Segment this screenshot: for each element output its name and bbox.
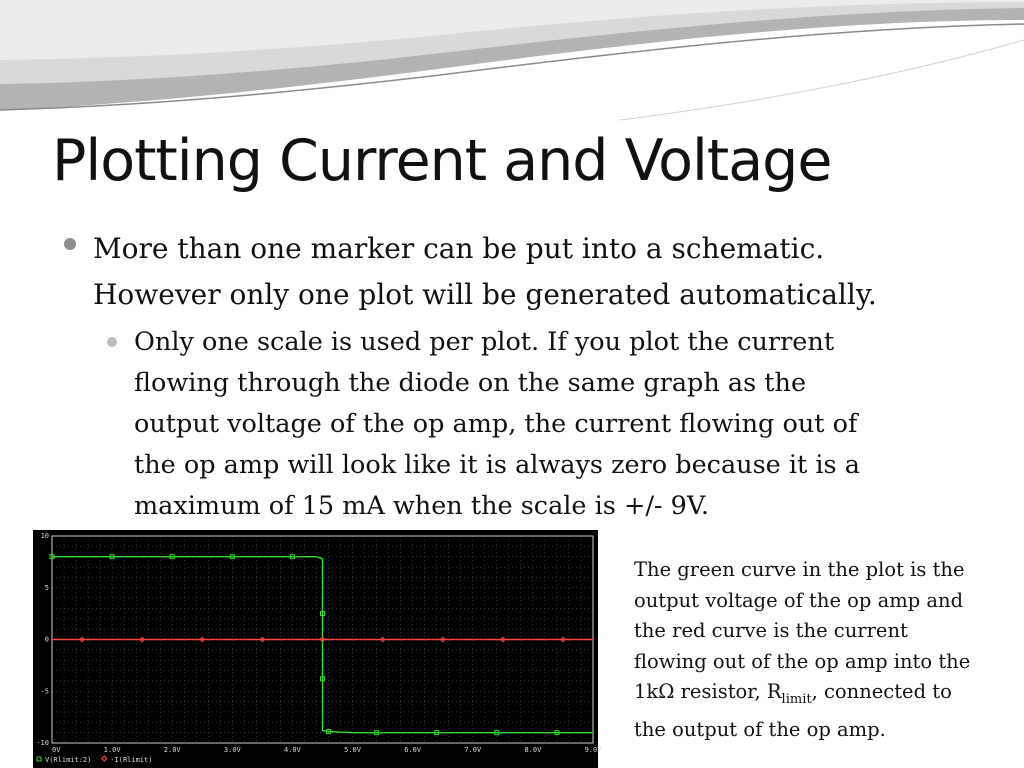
x-tick-label: 0V [52,746,61,754]
x-tick-label: 8.0V [524,746,542,754]
bullet-line: More than one marker can be put into a schematic. [93,232,825,265]
x-tick-label: 9.0V [584,746,602,754]
y-tick-label: 10 [40,532,49,540]
legend-marker-voltage [37,757,41,761]
bullet-line: maximum of 15 mA when the scale is +/- 9V. [134,491,709,521]
plot-caption [634,555,1014,746]
caption-line: flowing out of the op amp into the [634,649,971,673]
caption-line: the output of the op amp. [634,718,886,742]
y-tick-label: 5 [44,583,49,592]
simulation-plot [33,530,602,768]
bullet-line: flowing through the diode on the same graph as the [134,368,807,398]
x-tick-label: 1.0V [103,746,121,754]
bullet-dot-icon [107,337,117,347]
legend-label-voltage: V(Rlimit:2) [45,756,92,764]
legend-marker-current [102,756,107,761]
series-line-voltage [52,557,593,733]
bullet-line: output voltage of the op amp, the current flowing out of [134,409,858,439]
y-tick-label: 0 [44,635,49,644]
bullet-dot-icon [64,238,76,250]
caption-subscript: limit [781,691,812,707]
x-tick-label: 6.0V [404,746,422,754]
caption-line [634,677,1014,715]
caption-line: The green curve in the plot is the [634,558,965,581]
caption-line: the red curve is the current [634,619,908,642]
bullet-line: the op amp will look like it is always zero because it is a [134,450,860,480]
caption-text: 1kΩ resistor, R [634,680,782,703]
x-tick-label: 7.0V [464,746,482,754]
bullet-level2-text [134,322,964,527]
x-tick-label: 5.0V [344,746,361,754]
caption-text: , connected to [811,680,952,703]
bullet-level1-text [93,226,993,318]
y-tick-label: -10 [36,739,49,747]
bullet-line: Only one scale is used per plot. If you plot the current [134,327,835,357]
legend-label-current: -I(Rlimit) [110,756,153,764]
x-tick-label: 2.0V [163,746,181,754]
caption-line: output voltage of the op amp and [634,588,964,612]
y-tick-label: -5 [40,687,49,696]
slide-title: Plotting Current and Voltage [52,128,832,194]
x-tick-label: 4.0V [284,746,301,754]
bullet-line: However only one plot will be generated automatically. [93,278,877,311]
plot-canvas [33,530,602,768]
x-tick-label: 3.0V [223,746,241,754]
